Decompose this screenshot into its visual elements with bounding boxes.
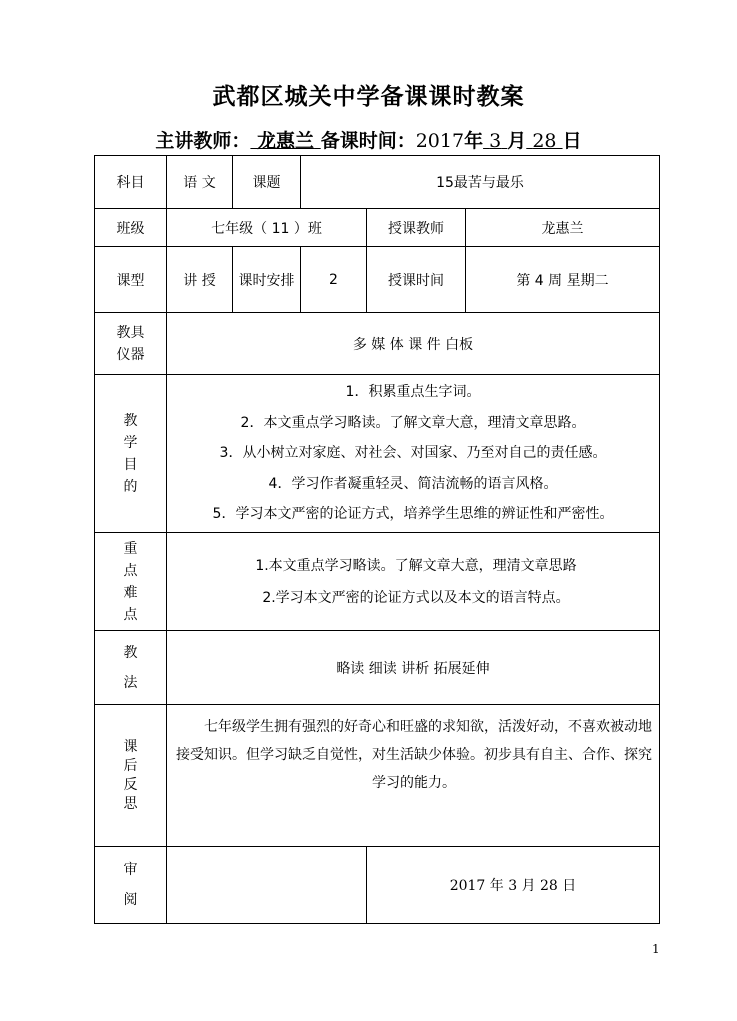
year: 2017 (415, 130, 465, 152)
row-goals (95, 375, 660, 533)
year-unit: 年 (464, 130, 484, 152)
topic-value: 15最苦与最乐 (301, 156, 660, 209)
instructor-value: 龙惠兰 (466, 209, 660, 247)
page-number: 1 (652, 942, 660, 956)
goals-list (167, 375, 660, 533)
tools-value: 多 媒 体 课 件 白板 (167, 313, 660, 375)
goal-item: 3．从小树立对家庭、对社会、对国家、乃至对自己的责任感。 (219, 445, 607, 462)
periods-label: 课时安排 (233, 247, 301, 313)
month-unit: 月 (507, 130, 527, 152)
row-class (95, 209, 660, 247)
schedule-label: 授课时间 (367, 247, 466, 313)
row-tools (95, 313, 660, 375)
day: 28 (532, 130, 557, 152)
goal-item: 4．学习作者凝重轻灵、简洁流畅的语言风格。 (268, 475, 558, 492)
subject-value: 语 文 (167, 156, 233, 209)
header-line (0, 126, 737, 153)
instructor-label: 授课教师 (367, 209, 466, 247)
month: 3 (489, 130, 502, 152)
review-date: 2017 年 3 月 28 日 (367, 847, 660, 924)
method-value: 略读 细读 讲析 拓展延伸 (167, 631, 660, 705)
type-label: 课型 (95, 247, 167, 313)
page-title: 武都区城关中学备课课时教案 (212, 83, 525, 110)
lesson-plan-table (94, 155, 660, 924)
periods-value: 2 (301, 247, 367, 313)
teacher-label: 主讲教师： (155, 130, 251, 152)
topic-label: 课题 (233, 156, 301, 209)
day-unit: 日 (562, 130, 582, 152)
tools-label: 教具 仪器 (95, 313, 167, 375)
row-subject (95, 156, 660, 209)
review-signature-cell (167, 847, 367, 924)
class-label: 班级 (95, 209, 167, 247)
key-item: 2.学习本文严密的论证方式以及本文的语言特点。 (262, 589, 570, 606)
keys-label: 重 点 难 点 (95, 533, 167, 631)
time-label: 备课时间： (320, 130, 416, 152)
review-label: 审 阅 (95, 847, 167, 924)
type-value: 讲 授 (167, 247, 233, 313)
method-label: 教 法 (95, 631, 167, 705)
reflection-label: 课 后 反 思 (95, 705, 167, 847)
row-method (95, 631, 660, 705)
teacher-name: 龙惠兰 (257, 130, 315, 152)
goal-item: 2．本文重点学习略读。了解文章大意，理清文章思路。 (240, 414, 586, 431)
class-value: 七年级（ 11 ）班 (167, 209, 367, 247)
goal-item: 1．积累重点生字词。 (345, 384, 481, 401)
goal-item: 5．学习本文严密的论证方式，培养学生思维的辨证性和严密性。 (212, 506, 614, 523)
row-review (95, 847, 660, 924)
goals-label: 教 学 目 的 (95, 375, 167, 533)
reflection-text: 七年级学生拥有强烈的好奇心和旺盛的求知欲，活泼好动，不喜欢被动地接受知识。但学习缺乏自觉性，对生活缺少体验。初步具有自主、合作、探究学习的能力。 (167, 705, 660, 847)
keys-list (167, 533, 660, 631)
schedule-value: 第 4 周 星期二 (466, 247, 660, 313)
row-reflection (95, 705, 660, 847)
key-item: 1.本文重点学习略读。了解文章大意，理清文章思路 (255, 557, 577, 574)
row-type (95, 247, 660, 313)
row-keys (95, 533, 660, 631)
subject-label: 科目 (95, 156, 167, 209)
